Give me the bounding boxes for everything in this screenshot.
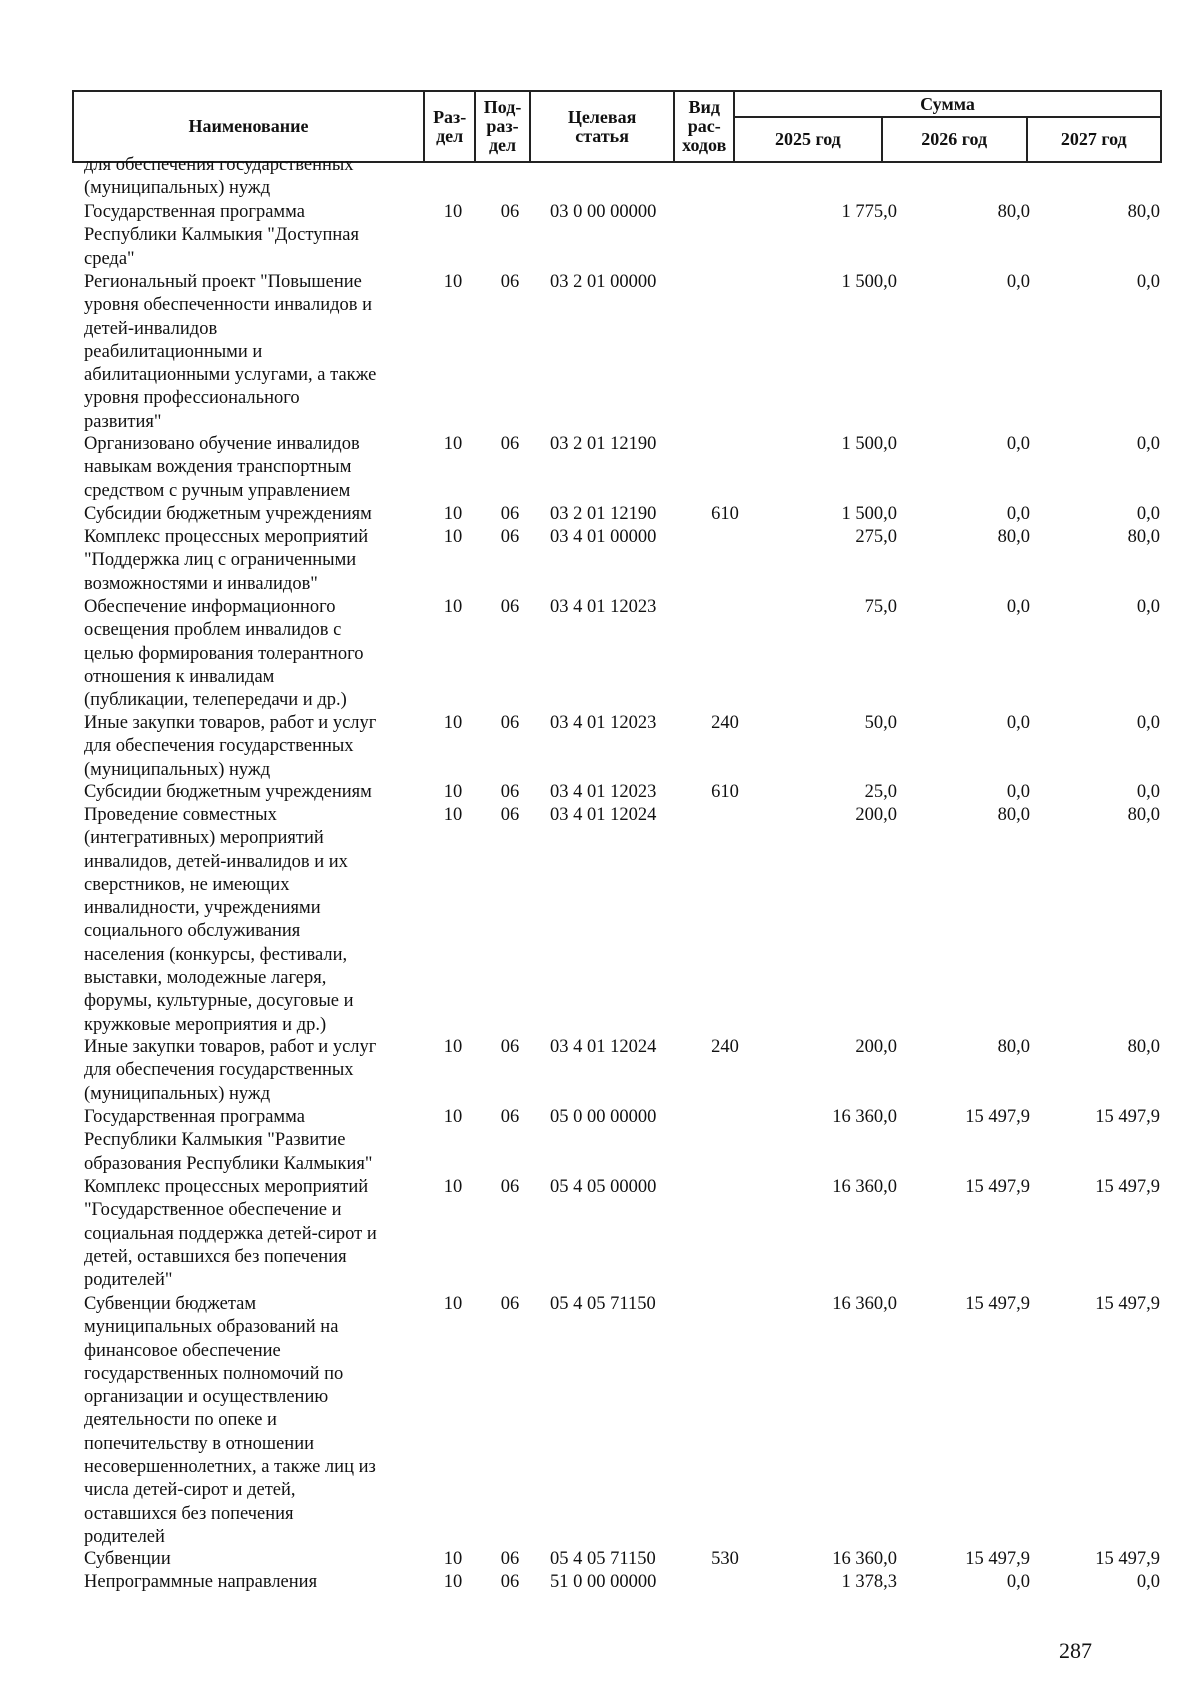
row-razdel: 10	[443, 713, 463, 733]
row-target: 05 4 05 71150	[550, 1549, 656, 1569]
row-name: Субсидии бюджетным учреждениям	[84, 504, 372, 524]
row-razdel: 10	[443, 597, 463, 617]
row-razdel: 10	[443, 1037, 463, 1057]
header-name: Наименование	[73, 91, 424, 162]
row-amount-2027: 0,0	[1136, 272, 1160, 292]
row-razdel: 10	[443, 1294, 463, 1314]
row-amount-2026: 0,0	[1006, 782, 1030, 802]
row-amount-2026: 15 497,9	[965, 1177, 1030, 1197]
row-name: Организовано обучение инвалидов навыкам вождения транспортным средством с ручным управлением	[84, 434, 360, 501]
row-amount-2025: 200,0	[855, 1037, 897, 1057]
header-2025: 2025 год	[734, 117, 882, 162]
row-amount-2027: 15 497,9	[1095, 1177, 1160, 1197]
row-podrazdel: 06	[500, 782, 520, 802]
row-amount-2027: 80,0	[1127, 805, 1160, 825]
header-razdel: Раз- дел	[424, 91, 475, 162]
row-razdel: 10	[443, 1572, 463, 1592]
row-name: Обеспечение информационного освещения проблем инвалидов с целью формирования толерантного отношения к инвалидам (публикации, телепередачи и др.)	[84, 597, 364, 711]
header-2027: 2027 год	[1027, 117, 1162, 162]
row-amount-2025: 16 360,0	[832, 1294, 897, 1314]
row-amount-2026: 0,0	[1006, 434, 1030, 454]
row-amount-2026: 0,0	[1006, 504, 1030, 524]
row-amount-2026: 15 497,9	[965, 1107, 1030, 1127]
row-target: 05 4 05 71150	[550, 1294, 656, 1314]
row-target: 03 4 01 00000	[550, 527, 657, 547]
row-name: Комплекс процессных мероприятий "Государственное обеспечение и социальная поддержка детей-сирот и детей, оставшихся без попечения родителей"	[84, 1177, 377, 1291]
row-target: 03 0 00 00000	[550, 202, 657, 222]
row-name: Иные закупки товаров, работ и услуг для обеспечения государственных (муниципальных) нужд	[84, 713, 377, 780]
row-target: 51 0 00 00000	[550, 1572, 657, 1592]
row-amount-2025: 1 378,3	[841, 1572, 897, 1592]
row-amount-2027: 80,0	[1127, 527, 1160, 547]
row-razdel: 10	[443, 805, 463, 825]
row-amount-2026: 15 497,9	[965, 1549, 1030, 1569]
row-amount-2025: 16 360,0	[832, 1177, 897, 1197]
row-podrazdel: 06	[500, 272, 520, 292]
row-podrazdel: 06	[500, 1549, 520, 1569]
row-podrazdel: 06	[500, 1107, 520, 1127]
row-amount-2025: 1 500,0	[841, 272, 897, 292]
row-amount-2027: 0,0	[1136, 1572, 1160, 1592]
header-sum: Сумма	[734, 91, 1161, 117]
row-amount-2025: 50,0	[864, 713, 897, 733]
header-vid: Вид рас- ходов	[674, 91, 734, 162]
row-razdel: 10	[443, 504, 463, 524]
header-2026: 2026 год	[882, 117, 1027, 162]
row-name: Субвенции	[84, 1549, 171, 1569]
row-amount-2026: 0,0	[1006, 1572, 1030, 1592]
row-amount-2025: 275,0	[855, 527, 897, 547]
row-amount-2026: 0,0	[1006, 597, 1030, 617]
row-podrazdel: 06	[500, 434, 520, 454]
row-name: Государственная программа Республики Калмыкия "Развитие образования Республики Калмыкия"	[84, 1107, 373, 1174]
row-amount-2025: 25,0	[864, 782, 897, 802]
row-podrazdel: 06	[500, 1037, 520, 1057]
row-podrazdel: 06	[500, 527, 520, 547]
row-vid: 610	[711, 782, 739, 802]
row-target: 03 4 01 12023	[550, 713, 657, 733]
row-podrazdel: 06	[500, 202, 520, 222]
row-name: для обеспечения государственных (муниципальных) нужд	[84, 155, 354, 199]
row-target: 03 4 01 12024	[550, 1037, 657, 1057]
row-amount-2026: 80,0	[997, 202, 1030, 222]
row-amount-2025: 1 500,0	[841, 434, 897, 454]
row-podrazdel: 06	[500, 1177, 520, 1197]
row-razdel: 10	[443, 1549, 463, 1569]
row-name: Субвенции бюджетам муниципальных образований на финансовое обеспечение государственных полномочий по организации и осуществлению деятельности по опеке и попечительству в отношении несовершеннолетних, а также лиц из числа детей-сирот и детей, оставшихся без попечения родителей	[84, 1294, 376, 1547]
row-razdel: 10	[443, 1107, 463, 1127]
row-podrazdel: 06	[500, 597, 520, 617]
row-target: 05 0 00 00000	[550, 1107, 657, 1127]
row-razdel: 10	[443, 434, 463, 454]
row-amount-2025: 1 775,0	[841, 202, 897, 222]
row-amount-2026: 15 497,9	[965, 1294, 1030, 1314]
row-amount-2026: 80,0	[997, 527, 1030, 547]
row-podrazdel: 06	[500, 1294, 520, 1314]
row-name: Проведение совместных (интегративных) мероприятий инвалидов, детей-инвалидов и их сверстников, не имеющих инвалидности, учреждениями социального обслуживания населения (конкурсы, фестивали, выставки, молодежные лагеря, форумы, культурные, досуговые и кружковые мероприятия и др.)	[84, 805, 354, 1035]
header-podrazdel: Под- раз- дел	[475, 91, 529, 162]
row-amount-2025: 16 360,0	[832, 1549, 897, 1569]
row-amount-2026: 0,0	[1006, 272, 1030, 292]
row-amount-2027: 80,0	[1127, 1037, 1160, 1057]
row-amount-2027: 15 497,9	[1095, 1294, 1160, 1314]
row-razdel: 10	[443, 527, 463, 547]
row-target: 05 4 05 00000	[550, 1177, 657, 1197]
row-razdel: 10	[443, 782, 463, 802]
row-podrazdel: 06	[500, 713, 520, 733]
page-number: 287	[1059, 1638, 1092, 1663]
row-amount-2027: 15 497,9	[1095, 1549, 1160, 1569]
row-podrazdel: 06	[500, 504, 520, 524]
row-amount-2026: 80,0	[997, 805, 1030, 825]
row-target: 03 4 01 12024	[550, 805, 657, 825]
row-amount-2025: 16 360,0	[832, 1107, 897, 1127]
row-name: Субсидии бюджетным учреждениям	[84, 782, 372, 802]
row-amount-2027: 15 497,9	[1095, 1107, 1160, 1127]
row-amount-2027: 0,0	[1136, 713, 1160, 733]
row-amount-2027: 0,0	[1136, 504, 1160, 524]
row-vid: 240	[711, 713, 739, 733]
row-vid: 240	[711, 1037, 739, 1057]
row-amount-2027: 0,0	[1136, 597, 1160, 617]
row-name: Комплекс процессных мероприятий "Поддержка лиц с ограниченными возможностями и инвалидов"	[84, 527, 369, 594]
row-name: Непрограммные направления	[84, 1572, 318, 1592]
row-target: 03 2 01 00000	[550, 272, 657, 292]
row-amount-2025: 200,0	[855, 805, 897, 825]
header-target: Целевая статья	[530, 91, 675, 162]
row-razdel: 10	[443, 272, 463, 292]
row-target: 03 4 01 12023	[550, 597, 657, 617]
row-target: 03 2 01 12190	[550, 504, 657, 524]
row-amount-2027: 0,0	[1136, 782, 1160, 802]
row-amount-2025: 1 500,0	[841, 504, 897, 524]
row-target: 03 4 01 12023	[550, 782, 657, 802]
row-podrazdel: 06	[500, 1572, 520, 1592]
row-name: Государственная программа Республики Калмыкия "Доступная среда"	[84, 202, 359, 269]
row-name: Региональный проект "Повышение уровня обеспеченности инвалидов и детей-инвалидов реабилитационными и абилитационными услугами, а также уровня профессионального развития"	[84, 272, 377, 432]
row-razdel: 10	[443, 202, 463, 222]
row-target: 03 2 01 12190	[550, 434, 657, 454]
row-amount-2026: 0,0	[1006, 713, 1030, 733]
row-vid: 610	[711, 504, 739, 524]
row-name: Иные закупки товаров, работ и услуг для обеспечения государственных (муниципальных) нужд	[84, 1037, 377, 1104]
row-razdel: 10	[443, 1177, 463, 1197]
row-amount-2025: 75,0	[864, 597, 897, 617]
row-amount-2027: 0,0	[1136, 434, 1160, 454]
row-vid: 530	[711, 1549, 739, 1569]
row-amount-2027: 80,0	[1127, 202, 1160, 222]
row-podrazdel: 06	[500, 805, 520, 825]
row-amount-2026: 80,0	[997, 1037, 1030, 1057]
